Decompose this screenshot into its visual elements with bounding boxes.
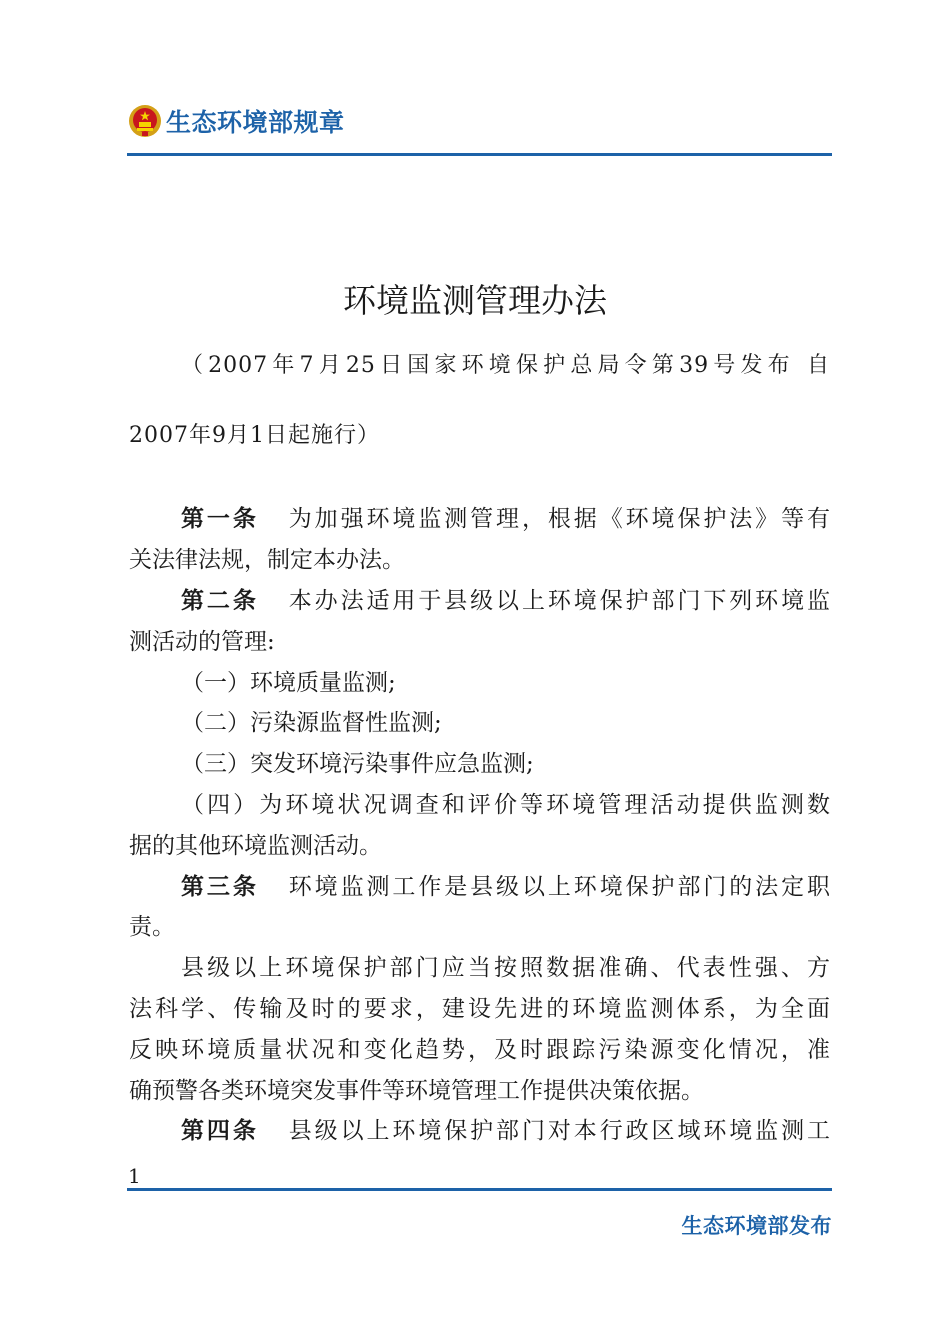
article-3-label: 第三条 — [181, 874, 259, 900]
subtitle-line-2: 2007年9月1日起施行） — [129, 423, 380, 448]
document-title: 环境监测管理办法 — [343, 281, 607, 320]
article-2-line-2: 测活动的管理: — [129, 629, 275, 655]
article-2-label: 第二条 — [181, 588, 259, 614]
article-1-line-2: 关法律法规，制定本办法。 — [129, 547, 405, 573]
article-4-line-1 — [129, 1111, 830, 1152]
article-1-label: 第一条 — [181, 506, 259, 532]
article-2-item-1: （一）环境质量监测; — [181, 670, 396, 696]
article-2-text-1: 本办法适用于县级以上环境保护部门下列环境监 — [288, 588, 830, 614]
article-3-text-1: 环境监测工作是县级以上环境保护部门的法定职 — [288, 874, 830, 900]
article-3-line-2: 责。 — [129, 914, 175, 940]
article-1-text-1: 为加强环境监测管理，根据《环境保护法》等有 — [288, 506, 830, 532]
article-2-line-1 — [129, 581, 830, 622]
header-title: 生态环境部规章 — [166, 108, 345, 137]
header-rule — [127, 153, 832, 156]
article-2-item-4-line-2: 据的其他环境监测活动。 — [129, 833, 382, 859]
subtitle-line-1: （2007年7月25日国家环境保护总局令第39号发布 自 — [181, 353, 830, 378]
article-4-label: 第四条 — [181, 1118, 259, 1144]
article-3-line-1 — [129, 867, 830, 908]
article-1-line-1 — [129, 499, 830, 540]
article-3-para-2-line-1: 县级以上环境保护部门应当按照数据准确、代表性强、方 — [181, 955, 830, 981]
article-4-text-1: 县级以上环境保护部门对本行政区域环境监测工 — [288, 1118, 830, 1144]
article-2-item-3: （三）突发环境污染事件应急监测; — [181, 751, 534, 777]
article-3-para-2-line-2: 法科学、传输及时的要求，建设先进的环境监测体系，为全面 — [129, 996, 830, 1022]
footer-rule — [127, 1188, 832, 1191]
national-emblem-icon — [128, 104, 162, 138]
footer-publisher: 生态环境部发布 — [681, 1214, 832, 1238]
article-3-para-2-line-4: 确预警各类环境突发事件等环境管理工作提供决策依据。 — [129, 1078, 704, 1104]
page-number: 1 — [128, 1164, 141, 1188]
article-3-para-2-line-3: 反映环境质量状况和变化趋势，及时跟踪污染源变化情况，准 — [129, 1037, 830, 1063]
article-2-item-4-line-1: （四）为环境状况调查和评价等环境管理活动提供监测数 — [181, 792, 830, 818]
article-2-item-2: （二）污染源监督性监测; — [181, 710, 442, 736]
page-header — [128, 99, 345, 143]
